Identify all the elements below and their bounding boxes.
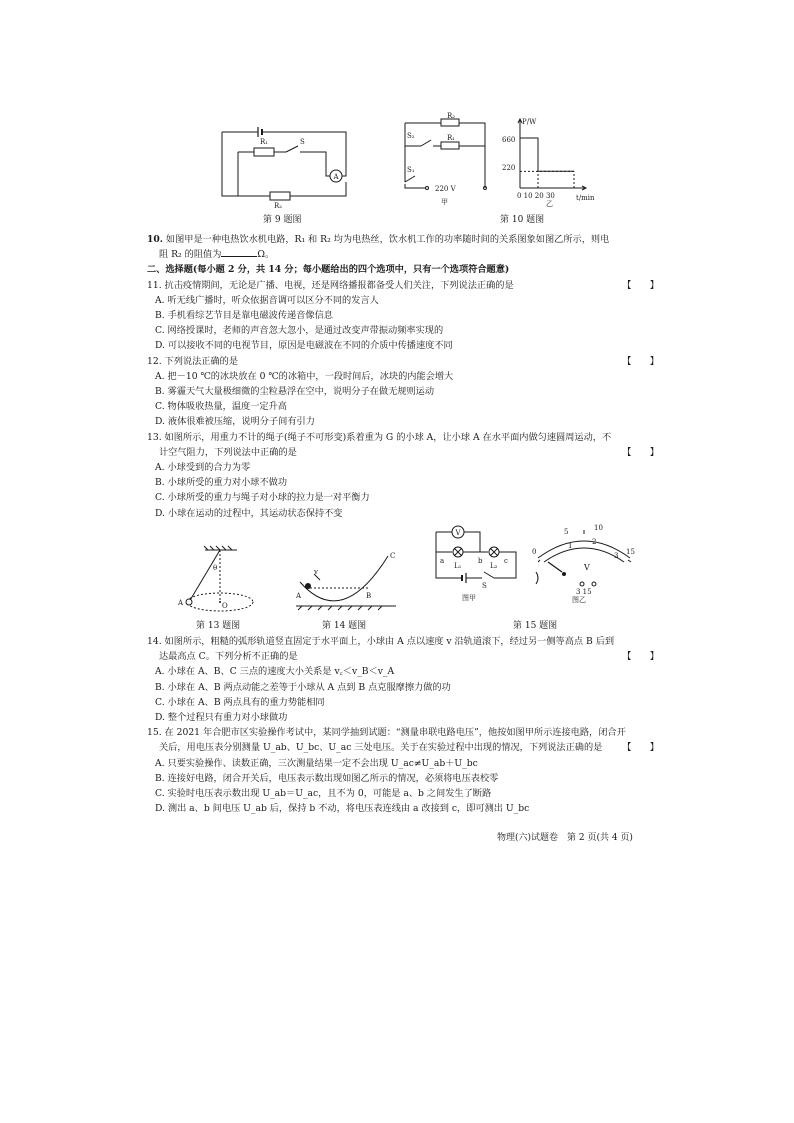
fig14-v-label: v [314, 568, 318, 576]
meter-scale-0: 0 [532, 548, 537, 556]
fig15-circuit [432, 520, 522, 602]
power-series-line [520, 138, 574, 171]
fig15-caption: 第 15 题图 [513, 621, 558, 631]
fig9-circuit [218, 124, 358, 210]
fig9-caption: 第 9 题图 [263, 215, 302, 225]
q15-option-b: B. 连接好电路，闭合开关后，电压表示数出现如图乙所示的情况，必须将电压表校零 [155, 772, 499, 784]
q11-option-a: A. 听无线广播时，听众依据音调可以区分不同的发言人 [155, 294, 379, 306]
fig14-caption: 第 14 题图 [322, 621, 367, 631]
fig15-voltmeter [528, 518, 640, 602]
q14-option-b: B. 小球在 A、B 两点动能之差等于小球从 A 点到 B 点克服摩擦力做的功 [155, 681, 451, 693]
fig10-x-ticks: 0 10 20 30 [517, 192, 555, 200]
page-footer: 物理(六)试题卷 第 2 页(共 4 页) [497, 833, 633, 843]
fig15-yi-label: 图乙 [572, 596, 586, 604]
meter-terminals: 3 15 [576, 588, 592, 596]
q14-stem-2-text: 达最高点 C。下列分析不正确的是 [159, 651, 298, 663]
fig10-caption: 第 10 题图 [500, 215, 545, 225]
fig14-c-label: C [390, 552, 396, 560]
meter-scale-2: 2 [592, 538, 597, 546]
fig10-circuit [395, 112, 495, 208]
fig15-c-label: c [504, 557, 508, 565]
fig13-a-label: A [178, 599, 184, 607]
q10-number: 10. [147, 234, 163, 245]
q12-stem [147, 354, 667, 369]
q12-stem-text: 12. 下列说法正确的是 [147, 355, 239, 367]
section-2-heading: 二、选择题(每小题 2 分，共 14 分；每小题给出的四个选项中，只有一个选项符合题意) [147, 264, 510, 276]
q10-line1 [147, 232, 667, 247]
q14-stem-1: 14. 如图所示，粗糙的弧形轨道竖直固定于水平面上，小球由 A 点以速度 v 沿轨道滚下，经过另一侧等高点 B 后到 [147, 636, 615, 647]
fig10-t-axis-label: t/min [576, 194, 595, 202]
fig13-pendulum [175, 546, 265, 616]
fig10-y220-label: 220 [502, 164, 516, 172]
q11-answer-bracket[interactable]: 【 】 [622, 279, 659, 291]
q13-answer-bracket[interactable]: 【 】 [622, 446, 659, 458]
fig10-r2-label: R₂ [447, 112, 456, 120]
q15-stem-2 [159, 740, 667, 755]
fig13-o-label: O [222, 602, 228, 610]
q14-option-a: A. 小球在 A、B、C 三点的速度大小关系是 v꜀＜v_B＜v_A [155, 666, 395, 678]
q13-stem-2-text: 计空气阻力，下列说法中正确的是 [159, 446, 297, 458]
fig13-caption: 第 13 题图 [196, 621, 241, 631]
fig15-v-label: V [455, 529, 461, 537]
fig9-r1-label: R₁ [260, 138, 269, 146]
fig10-y660-label: 660 [502, 136, 516, 144]
fig10-yi-label: 乙 [546, 200, 553, 208]
q11-stem-text: 11. 抗击疫情期间，无论是广播、电视，还是网络播报都备受人们关注，下列说法正确的是 [147, 279, 514, 291]
q12-option-c: C. 物体吸收热量，温度一定升高 [155, 401, 287, 413]
questions-block-2 [147, 634, 667, 816]
meter-v-label: V [584, 563, 590, 572]
q15-option-c: C. 实验时电压表示数出现 U_ab＝U_ac，且不为 0，可能是 a、b 之间发生了断路 [155, 788, 492, 800]
meter-scale-3: 3 [614, 552, 619, 560]
q10-line2 [159, 247, 667, 262]
q13-option-a: A. 小球受到的合力为零 [155, 462, 251, 474]
q11-stem [147, 278, 667, 293]
fig10-s2-label: S₂ [407, 132, 415, 140]
q13-option-c: C. 小球所受的重力与绳子对小球的拉力是一对平衡力 [155, 492, 370, 504]
fig14-b-label: B [366, 592, 372, 600]
fig15-jia-label: 图甲 [462, 594, 476, 602]
q13-stem-1: 13. 如图所示，用重力不计的绳子(绳子不可形变)系着重为 G 的小球 A，让小球 A 在水平面内做匀速圆周运动，不 [147, 431, 612, 443]
fig9-switch-label: S [300, 138, 305, 146]
fig10-p-axis-label: P/W [522, 118, 537, 126]
q11-option-d: D. 可以接收不同的电视节目，原因是电磁波在不同的介质中传播速度不同 [155, 340, 453, 352]
fig14-a-label: A [296, 592, 302, 600]
fig10-power-chart [500, 118, 600, 208]
middle-figures [0, 518, 794, 631]
q15-answer-bracket[interactable]: 【 】 [622, 742, 659, 754]
q10-text-2b: Ω。 [257, 249, 275, 261]
meter-scale-1: 1 [568, 542, 573, 550]
fig13-theta-label: θ [213, 564, 218, 572]
q13-stem-2 [159, 445, 667, 460]
top-figures [0, 112, 794, 230]
fig15-a-label: a [440, 557, 445, 565]
q13-option-d: D. 小球在运动的过程中，其运动状态保持不变 [155, 507, 343, 519]
fig10-s1-label: S₁ [407, 166, 415, 174]
q14-answer-bracket[interactable]: 【 】 [622, 651, 659, 663]
q11-option-b: B. 手机看综艺节目是靠电磁波传递音像信息 [155, 310, 333, 322]
q11-option-c: C. 网络授课时，老师的声音忽大忽小，是通过改变声带振动频率实现的 [155, 325, 444, 337]
fig15-s-label: S [482, 582, 487, 590]
q15-stem-2-text: 关后，用电压表分别测量 U_ab、U_bc、U_ac 三处电压。关于在实验过程中出现的情况，下列说法正确的是 [159, 742, 603, 754]
fig9-ammeter-label: A [333, 173, 339, 181]
q15-option-d: D. 测出 a、b 间电压 U_ab 后，保持 b 不动，将电压表连线由 a 改接到 c，即可测出 U_bc [155, 803, 530, 815]
fig15-l1-label: L₁ [454, 562, 462, 570]
meter-scale-15: 15 [626, 548, 635, 556]
q12-answer-bracket[interactable]: 【 】 [622, 355, 659, 367]
q15-stem-1: 15. 在 2021 年合肥市区实验操作考试中，某同学抽到试题：“测量串联电路电压”，他按如图甲所示连接电路，闭合开 [147, 727, 626, 739]
q15-option-a: A. 只要实验操作、读数正确，三次测量结果一定不会出现 U_ac≠U_ab＋U_bc [155, 757, 478, 769]
q14-stem-2 [159, 649, 667, 664]
q13-option-b: B. 小球所受的重力对小球不做功 [155, 477, 288, 489]
q14-option-c: C. 小球在 A、B 两点具有的重力势能相同 [155, 696, 325, 708]
q10-text-2a: 阻 R₂ 的阻值为 [159, 249, 222, 261]
meter-scale-5: 5 [564, 528, 569, 536]
q10-answer-blank[interactable] [221, 247, 257, 257]
meter-scale-10: 10 [594, 524, 603, 532]
q12-option-a: A. 把－10 ℃的冰块放在 0 ℃的冰箱中，一段时间后，冰块的内能会增大 [155, 370, 454, 382]
fig10-voltage-label: 220 V [435, 185, 456, 193]
fig10-jia-label: 甲 [441, 198, 448, 206]
fig15-l2-label: L₂ [490, 562, 498, 570]
fig9-r2-label: R₂ [274, 202, 283, 210]
fig10-r1-label: R₁ [447, 134, 456, 142]
q12-option-d: D. 液体很难被压缩，说明分子间有引力 [155, 416, 315, 428]
questions-block-1 [147, 232, 667, 521]
fig15-b-label: b [478, 557, 483, 565]
q14-option-d: D. 整个过程只有重力对小球做功 [155, 712, 288, 724]
q12-option-b: B. 雾霾天气大量极细微的尘粒悬浮在空中，说明分子在做无规则运动 [155, 386, 435, 398]
fig14-track [292, 548, 402, 618]
q10-text-1: 如图甲是一种电热饮水机电路，R₁ 和 R₂ 均为电热丝，饮水机工作的功率随时间的关系图象如图乙所示，则电 [165, 234, 610, 245]
